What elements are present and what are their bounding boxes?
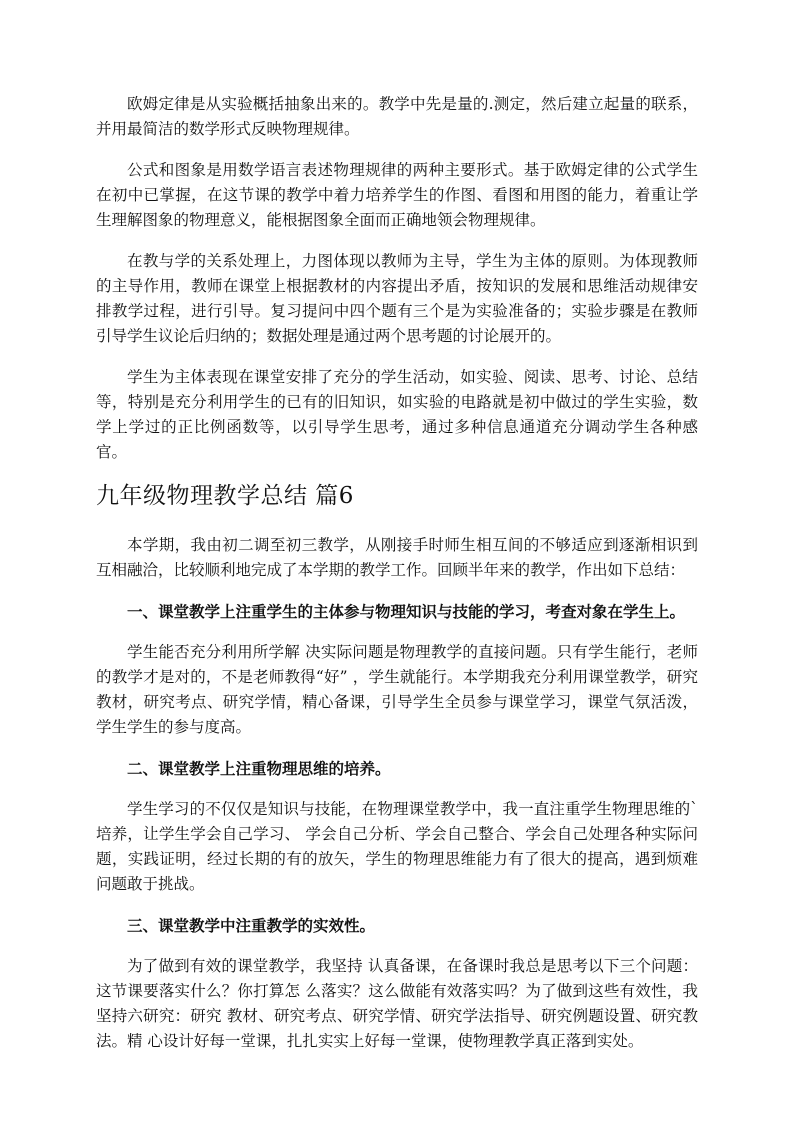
section3-title: 三、课堂教学中注重教学的实效性。 (127, 916, 376, 935)
section2-body: 学生学习的不仅仅是知识与技能，在物理课堂教学中，我一直注重学生物理思维的`培养，让学生学会自己学习、 学会自己分析、学会自己整合、学会自己处理各种实际问题，实践证明，经过长期的有的放矢，学生的物理思维能力有了很大的提高，遇到烦难问题敢于挑战。 (96, 800, 698, 893)
section2-title: 二、课堂教学上注重物理思维的培养。 (127, 759, 391, 778)
paragraph-teacher-role: 在教与学的关系处理上，力图体现以教师为主导，学生为主体的原则。为体现教师的主导作用，教师在课堂上根据教材的内容提出矛盾，按知识的发展和思维活动规律安排教学过程，进行引导。复习提问中四个题有三个是为实验准备的；实验步骤是在教师引导学生议论后归纳的；数据处理是通过两个思考题的讨论展开的。 (96, 252, 698, 345)
paragraph-ohms-law: 欧姆定律是从实验概括抽象出来的。教学中先是量的.测定，然后建立起量的联系，并用最简洁的数学形式反映物理规律。 (96, 95, 698, 138)
paragraph-student-role: 学生为主体表现在课堂安排了充分的学生活动，如实验、阅读、思考、讨论、总结等，特别是充分利用学生的已有的旧知识，如实验的电路就是初中做过的学生实验，数学上学过的正比例函数等，以引导学生思考，通过多种信息通道充分调动学生各种感官。 (96, 368, 698, 461)
section3-body: 为了做到有效的课堂教学，我坚持 认真备课，在备课时我总是思考以下三个问题：这节课要落实什么？你打算怎 么落实？这么做能有效落实吗？为了做到这些有效性，我坚持六研究：研究 教材、研究考点、研究学情、研究学法指导、研究例题设置、研究教法。精 心设计好每一堂课，扎扎实实上好每一堂课，使物理教学真正落到实处。 (96, 957, 698, 1050)
intro-paragraph: 本学期，我由初二调至初三教学，从刚接手时师生相互间的不够适应到逐渐相识到互相融洽，比较顺利地完成了本学期的教学工作。回顾半年来的教学，作出如下总结： (96, 536, 698, 579)
section1-title: 一、课堂教学上注重学生的主体参与物理知识与技能的学习，考查对象在学生上。 (127, 602, 686, 621)
section-heading: 九年级物理教学总结 篇6 (96, 483, 354, 509)
paragraph-formula-graph: 公式和图象是用数学语言表述物理规律的两种主要形式。基于欧姆定律的公式学生在初中已掌握，在这节课的教学中着力培养学生的作图、看图和用图的能力，着重让学生理解图象的物理意义，能根据图象全面而正确地领会物理规律。 (96, 161, 698, 229)
section1-body: 学生能否充分利用所学解 决实际问题是物理教学的直接问题。只有学生能行，老师的教学才是对的，不是老师教得“好” ，学生就能行。本学期我充分利用课堂教学，研究教材，研究考点、研究学情，精心备课，引导学生全员参与课堂学习，课堂气氛活泼，学生学生的参与度高。 (96, 643, 698, 736)
